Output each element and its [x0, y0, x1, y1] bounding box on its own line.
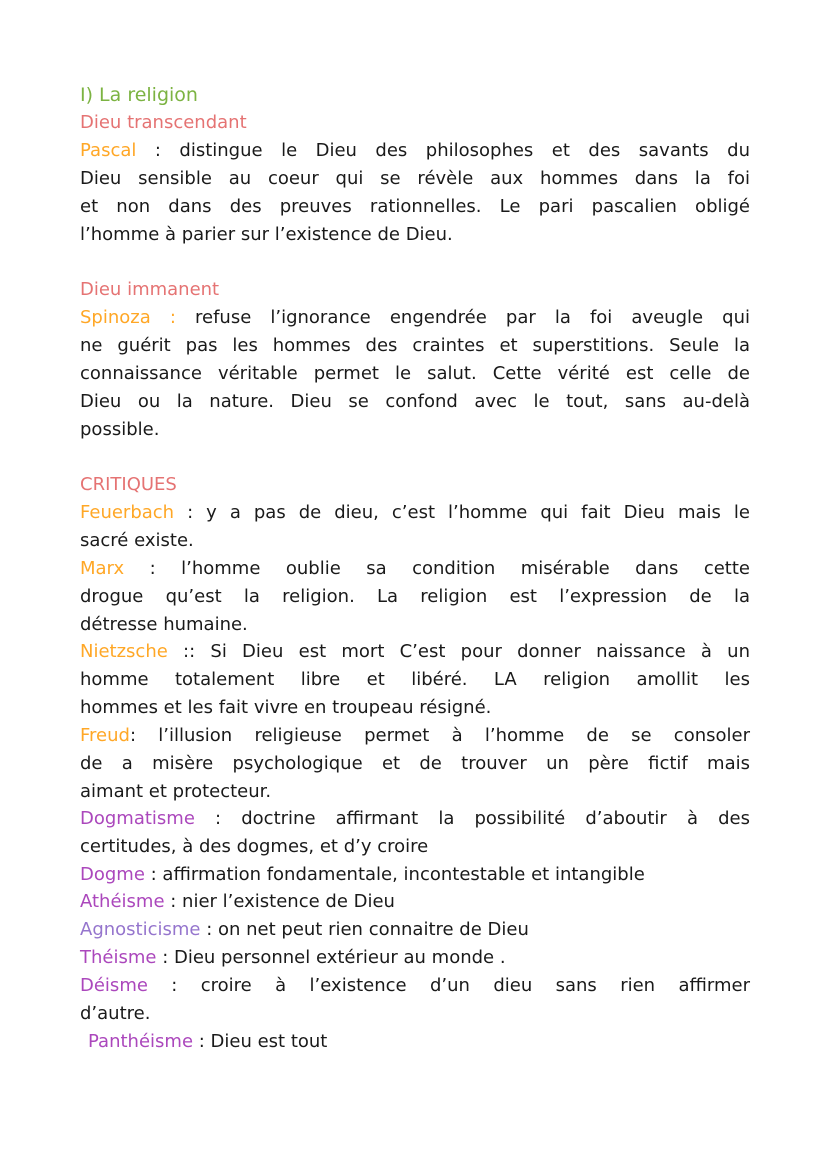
dogme-line: Dogme : affirmation fondamentale, incontestable et intangible — [80, 864, 645, 885]
freud-line-2: de a misère psychologique et de trouver un père fictif mais — [80, 753, 750, 774]
nietzsche-line-3: hommes et les fait vivre en troupeau résigné. — [80, 697, 492, 718]
term-atheisme: Athéisme — [80, 891, 165, 912]
theisme-line: Théisme : Dieu personnel extérieur au monde . — [80, 947, 506, 968]
spinoza-line-5: possible. — [80, 419, 160, 440]
atheisme-line: Athéisme : nier l’existence de Dieu — [80, 891, 395, 912]
pascal-line-2: Dieu sensible au coeur qui se révèle aux hommes dans la foi — [80, 168, 750, 189]
marx-line-2: drogue qu’est la religion. La religion est l’expression de la — [80, 586, 750, 607]
nietzsche-line-1: Nietzsche :: Si Dieu est mort C’est pour donner naissance à un — [80, 641, 750, 662]
term-feuerbach: Feuerbach — [80, 502, 175, 523]
marx-line-1: Marx : l’homme oublie sa condition misérable dans cette — [80, 558, 750, 579]
spinoza-line-3: connaissance véritable permet le salut. Cette vérité est celle de — [80, 363, 750, 384]
agnosticisme-line: Agnosticisme : on net peut rien connaitre de Dieu — [80, 919, 529, 940]
heading-dieu-immanent: Dieu immanent — [80, 279, 220, 300]
term-marx: Marx — [80, 558, 125, 579]
term-dogmatisme: Dogmatisme — [80, 808, 195, 829]
pascal-line-1: Pascal : distingue le Dieu des philosophes et des savants du — [80, 140, 750, 161]
deisme-line-2: d’autre. — [80, 1003, 151, 1024]
term-spinoza: Spinoza : — [80, 307, 176, 328]
term-deisme: Déisme — [80, 975, 148, 996]
term-pascal: Pascal — [80, 140, 137, 161]
term-nietzsche: Nietzsche — [80, 641, 168, 662]
dogmatisme-line-2: certitudes, à des dogmes, et d’y croire — [80, 836, 429, 857]
marx-line-3: détresse humaine. — [80, 614, 248, 635]
spinoza-line-2: ne guérit pas les hommes des craintes et superstitions. Seule la — [80, 335, 750, 356]
nietzsche-line-2: homme totalement libre et libéré. LA religion amollit les — [80, 669, 750, 690]
pascal-line-3: et non dans des preuves rationnelles. Le pari pascalien obligé — [80, 196, 750, 217]
section-title: I) La religion — [80, 84, 198, 106]
heading-dieu-transcendant: Dieu transcendant — [80, 112, 247, 133]
spinoza-line-4: Dieu ou la nature. Dieu se confond avec le tout, sans au-delà — [80, 391, 750, 412]
pascal-line-4: l’homme à parier sur l’existence de Dieu. — [80, 224, 453, 245]
heading-critiques: CRITIQUES — [80, 474, 177, 495]
dogmatisme-line-1: Dogmatisme : doctrine affirmant la possibilité d’aboutir à des — [80, 808, 750, 829]
term-agnosticisme: Agnosticisme — [80, 919, 201, 940]
freud-line-3: aimant et protecteur. — [80, 781, 272, 802]
feuerbach-line-1: Feuerbach : y a pas de dieu, c’est l’homme qui fait Dieu mais le — [80, 502, 750, 523]
freud-line-1: Freud: l’illusion religieuse permet à l’homme de se consoler — [80, 725, 750, 746]
spinoza-line-1: Spinoza : refuse l’ignorance engendrée par la foi aveugle qui — [80, 307, 750, 328]
feuerbach-line-2: sacré existe. — [80, 530, 194, 551]
pantheisme-line: Panthéisme : Dieu est tout — [88, 1031, 328, 1052]
term-theisme: Théisme — [80, 947, 157, 968]
deisme-line-1: Déisme : croire à l’existence d’un dieu sans rien affirmer — [80, 975, 750, 996]
term-dogme: Dogme — [80, 864, 145, 885]
term-pantheisme: Panthéisme — [88, 1031, 194, 1052]
term-freud: Freud — [80, 725, 130, 746]
